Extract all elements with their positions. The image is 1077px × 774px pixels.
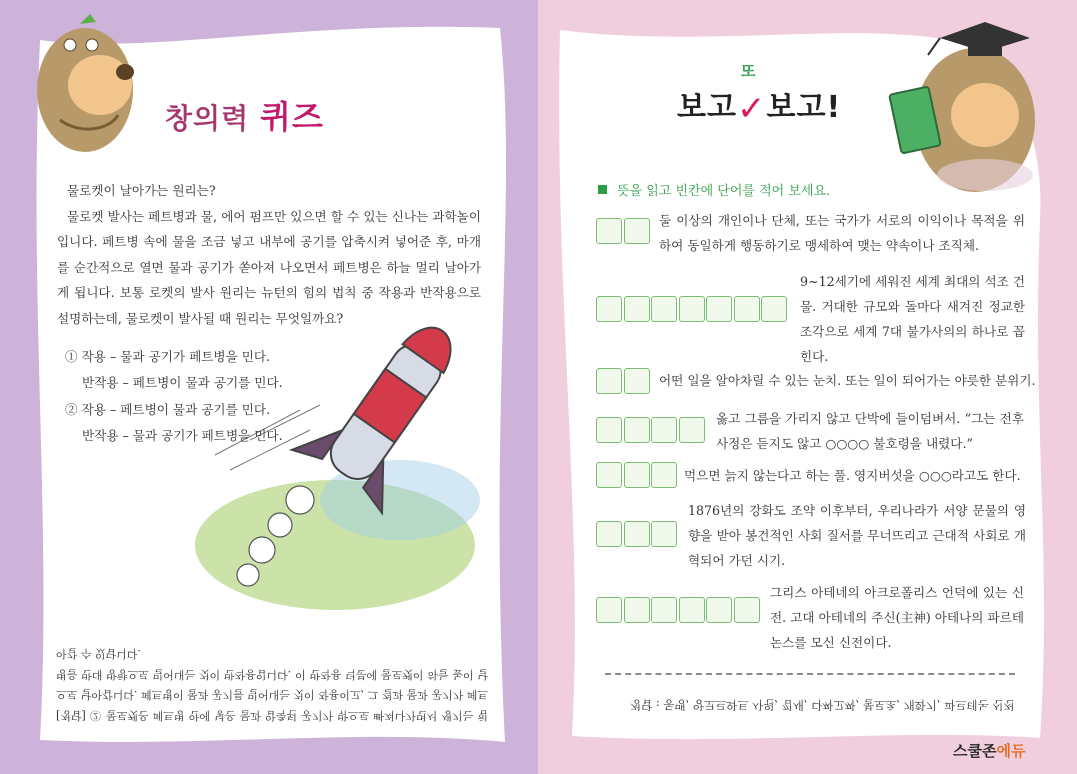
- answer-boxes-6[interactable]: [596, 521, 679, 547]
- letter-box[interactable]: [679, 296, 705, 322]
- right-page-title: [677, 62, 842, 129]
- option-marker: ②: [65, 401, 78, 417]
- logo-accent: 에듀: [996, 742, 1026, 760]
- letter-box[interactable]: [596, 368, 622, 394]
- letter-box[interactable]: [651, 296, 677, 322]
- instruction: [598, 180, 830, 199]
- option-marker: ①: [65, 349, 78, 364]
- title-tag: 또: [741, 62, 757, 80]
- letter-box[interactable]: [624, 462, 650, 488]
- square-bullet-icon: [598, 185, 607, 194]
- letter-box[interactable]: [596, 462, 622, 488]
- upside-down-answer: [56, 600, 488, 725]
- title-big: 퀴즈: [259, 98, 324, 136]
- answer-boxes-2[interactable]: [596, 296, 789, 322]
- definition-3: 어떤 일을 알아차릴 수 있는 눈치. 또는 일이 되어가는 야릇한 분위기.: [659, 373, 1036, 388]
- letter-box[interactable]: [706, 597, 732, 623]
- answer-boxes-3[interactable]: [596, 368, 651, 394]
- letter-box[interactable]: [596, 597, 622, 623]
- letter-box[interactable]: [651, 521, 677, 547]
- option-reaction: 반작용 – 페트병이 물과 공기를 민다.: [82, 375, 283, 391]
- letter-box[interactable]: [624, 597, 650, 623]
- option-action: 작용 – 물과 공기가 페트병을 민다.: [81, 349, 271, 364]
- option-2: [65, 397, 283, 450]
- answer-boxes-1[interactable]: [596, 218, 651, 244]
- answer-options: [65, 344, 283, 450]
- letter-box[interactable]: [596, 521, 622, 547]
- letter-box[interactable]: [651, 417, 677, 443]
- letter-box[interactable]: [596, 218, 622, 244]
- exclaim-icon: !: [826, 90, 842, 125]
- letter-box[interactable]: [761, 296, 787, 322]
- definition-5: 먹으면 늙지 않는다고 하는 풀. 영지버섯을 ○○○라고도 한다.: [684, 468, 1021, 483]
- answer-boxes-7[interactable]: [596, 597, 761, 623]
- upside-down-answer-key: 정답 : 동맹, 앙코르와트 사원, 낌새, 다짜고짜, 불로초, 개화기, 파르테논 신전: [630, 698, 1015, 712]
- dashed-divider: [605, 673, 1015, 675]
- definition-7: 그리스 아테네의 아크로폴리스 언덕에 있는 신전. 고대 아테네의 주신(主神) 아테나의 파르테논스를 모신 신전이다.: [770, 585, 1024, 650]
- answer-text: [정답] ② 물로켓은 페트병 안에 넣은 물과 압축된 공기가 밖으로 빠져나가면서 생기는 힘으로 날아갑니다. 페트병이 물과 공기를 밀어내는 것이 작용이고, 그 결과 물과 공기가 페트병을 반대 방향으로 밀어내는 것이 반작용입니다. 이 반작용 덕분에 물로켓이 하늘 높이 날아갈 수 있답니다.: [56, 647, 488, 722]
- title-left-word: 보고: [677, 90, 737, 125]
- instruction-text: 뜻을 읽고 빈칸에 단어를 적어 보세요.: [617, 184, 831, 199]
- answer-boxes-4[interactable]: [596, 417, 706, 443]
- logo-main: 스쿨존: [953, 742, 997, 760]
- letter-box[interactable]: [679, 417, 705, 443]
- letter-box[interactable]: [596, 296, 622, 322]
- letter-box[interactable]: [651, 597, 677, 623]
- publisher-logo: [953, 740, 1025, 761]
- letter-box[interactable]: [734, 296, 760, 322]
- letter-box[interactable]: [651, 462, 677, 488]
- letter-box[interactable]: [596, 417, 622, 443]
- question-body: 물로켓 발사는 페트병과 물, 에어 펌프만 있으면 할 수 있는 신나는 과학놀이입니다. 페트병 속에 물을 조금 넣고 내부에 공기를 압축시켜 넣어준 후, 마개를 순간적으로 열면 물과 공기가 쏟아져 나오면서 페트병은 하늘 멀리 날아가게 됩니다. 보통 로켓의 발사 원리는 뉴턴의 힘의 법칙 중 작용과 반작용으로 설명하는데, 물로켓이 발사될 때 원리는 무엇일까요?: [57, 208, 481, 326]
- definition-4: 옳고 그름을 가리지 않고 단박에 들이덤벼서. “그는 전후 사정은 듣지도 않고 ○○○○ 불호령을 내렸다.”: [716, 411, 1024, 451]
- letter-box[interactable]: [624, 521, 650, 547]
- title-small: 창의력: [165, 102, 250, 135]
- letter-box[interactable]: [624, 218, 650, 244]
- question-title: 물로켓이 날아가는 원리는?: [67, 183, 216, 198]
- option-reaction: 반작용 – 물과 공기가 페트병을 민다.: [82, 428, 283, 444]
- option-action: 작용 – 페트병이 물과 공기를 민다.: [81, 401, 271, 417]
- answer-boxes-5[interactable]: [596, 462, 679, 488]
- page-title: [165, 92, 324, 138]
- definition-2: 9~12세기에 세워진 세계 최대의 석조 건물. 거대한 규모와 돌마다 새겨진 정교한 조각으로 세계 7대 불가사의의 하나로 꼽힌다.: [800, 274, 1025, 364]
- definition-6: 1876년의 강화도 조약 이후부터, 우리나라가 서양 문물의 영향을 받아 봉건적인 사회 질서를 무너뜨리고 근대적 사회로 개혁되어 가던 시기.: [688, 503, 1026, 568]
- checkmark-icon: ✓: [736, 89, 767, 129]
- letter-box[interactable]: [624, 368, 650, 394]
- letter-box[interactable]: [624, 417, 650, 443]
- definition-1: 둘 이상의 개인이나 단체, 또는 국가가 서로의 이익이나 목적을 위하여 동일하게 행동하기로 맹세하여 맺는 약속이나 조직체.: [659, 213, 1025, 253]
- letter-box[interactable]: [624, 296, 650, 322]
- letter-box[interactable]: [679, 597, 705, 623]
- letter-box[interactable]: [734, 597, 760, 623]
- question-block: [57, 178, 481, 332]
- title-right-word: 보고: [766, 90, 827, 125]
- letter-box[interactable]: [706, 296, 732, 322]
- option-1: [65, 344, 283, 397]
- bear-mascot-left-icon: [37, 14, 134, 152]
